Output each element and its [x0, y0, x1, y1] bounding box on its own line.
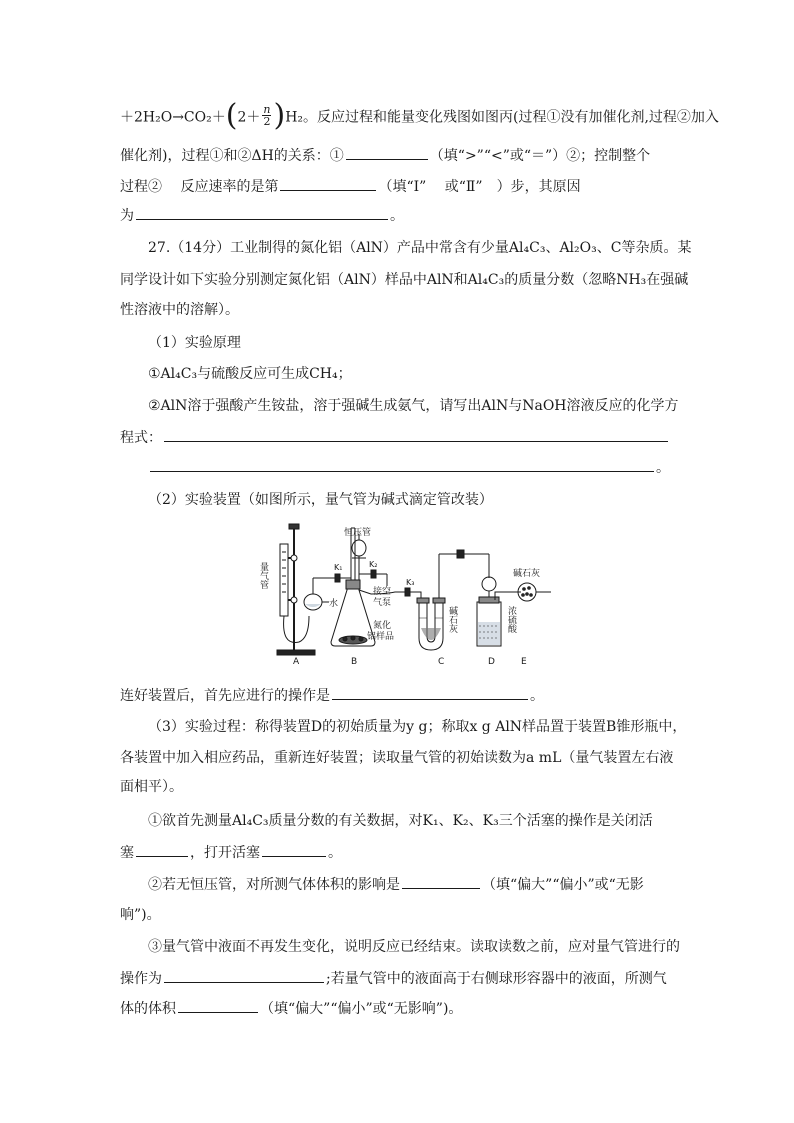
line2-text-a: 催化剂)，过程①和②ΔH的关系：① — [120, 148, 344, 164]
section-3-q3c — [120, 998, 680, 1019]
q3c-text-a: 体的体积 — [120, 1001, 176, 1017]
label-yangpin: 铝样品 — [367, 632, 395, 642]
section-1-p4 — [148, 457, 708, 478]
section-3-l1: （3）实验过程：称得装置D的初始质量为y g；称取x g AlN样品置于装置B锥形瓶中， — [148, 719, 687, 735]
apparatus-b — [331, 528, 413, 646]
section-3-q1b — [120, 842, 680, 863]
q3c-text-b: （填“偏大”“偏小”或“无影响”)。 — [260, 1001, 463, 1017]
line2-text-b: （填“>”“<”或“＝”）②；控制整个 — [429, 148, 651, 164]
q1-text-b: ，打开活塞 — [190, 845, 260, 861]
answer-blank[interactable] — [164, 427, 668, 442]
apparatus-c — [413, 550, 489, 650]
line4-text-a: 为 — [120, 208, 134, 224]
left-paren: ( — [225, 97, 238, 133]
label-k2: K₂ — [369, 560, 378, 569]
label-liangqiguan — [258, 562, 269, 590]
answer-blank[interactable] — [178, 998, 258, 1013]
answer-blank[interactable] — [136, 205, 388, 220]
q3-text-b: ;若量气管中的液面高于右侧球形容器中的液面，所测气 — [326, 971, 667, 987]
section-2-title: （2）实验装置（如图所示，量气管为碱式滴定管改装） — [148, 492, 493, 508]
section-1-p1: ①Al₄C₃与硫酸反应可生成CH₄； — [148, 366, 352, 382]
section-3-q3b — [120, 968, 680, 989]
label-water: 水 — [329, 599, 339, 609]
answer-blank[interactable] — [346, 145, 428, 160]
answer-blank[interactable] — [136, 842, 188, 857]
section-1-p3 — [120, 427, 680, 448]
answer-blank[interactable] — [280, 176, 376, 191]
section-3-q1a: ①欲首先测量Al₄C₃质量分数的有关数据，对K₁、K₂、K₃三个活塞的操作是关闭活 — [148, 813, 653, 829]
label-c: C — [438, 657, 445, 667]
label-jianshihui-e: 碱石灰 — [513, 569, 541, 579]
q27-line-1: 27.（14分）工业制得的氮化铝（AlN）产品中常含有少量Al₄C₃、Al₂O₃、C等杂质。某 — [148, 240, 692, 256]
line3-text-b: （填“Ⅰ” 或“Ⅱ” ）步，其原因 — [378, 179, 581, 195]
equation-line — [120, 97, 719, 133]
q27-line-2: 同学设计如下实验分别测定氮化铝（AlN）样品中AlN和Al₄C₃的质量分数（忽略NH₃在强碱 — [120, 272, 689, 288]
q2-text-a: ②若无恒压管，对所测气体体积的影响是 — [148, 877, 400, 893]
label-k1: K₁ — [334, 563, 343, 572]
label-e: E — [521, 657, 527, 667]
period: 。 — [530, 688, 544, 704]
label-hengyaguan: 恒压管 — [344, 528, 372, 538]
answer-blank[interactable] — [402, 874, 480, 889]
label-qibeng: 气泵 — [373, 598, 392, 608]
period: 。 — [328, 845, 342, 861]
answer-blank[interactable] — [150, 457, 654, 472]
line3-text-a: 过程② 反应速率的是第 — [120, 179, 279, 195]
q2-text-b: （填“偏大”“偏小”或“无影 — [482, 877, 644, 893]
period: 。 — [656, 460, 670, 476]
q3-text-a: 操作为 — [120, 971, 162, 987]
section-1-title: （1）实验原理 — [148, 335, 241, 351]
section-3-l3: 面相平）。 — [120, 779, 183, 795]
equation-prompt: 程式： — [120, 430, 162, 446]
fraction — [262, 104, 271, 127]
svg-text:量气管: 量气管 — [258, 562, 268, 589]
section-3-q2a — [148, 874, 708, 895]
section-3-q2b: 响”)。 — [120, 907, 161, 923]
label-a: A — [293, 657, 300, 667]
svg-text:浓硫酸: 浓硫酸 — [506, 606, 516, 633]
label-jiekong: 接空 — [373, 587, 392, 597]
section-3-q3a: ③量气管中液面不再发生变化，说明反应已经结束。读取读数之前，应对量气管进行的 — [148, 939, 680, 955]
label-nongliusuan — [506, 605, 517, 634]
label-jianshihui-c — [447, 605, 458, 634]
fraction-numerator: n — [263, 103, 271, 116]
q1-text-a: 塞 — [120, 845, 134, 861]
answer-blank[interactable] — [332, 685, 528, 700]
answer-blank[interactable] — [164, 968, 324, 983]
question-line-4 — [120, 205, 680, 226]
equation-post: H₂。反应过程和能量变化残图如图丙(过程①没有加催化剂,过程②加入 — [285, 109, 719, 126]
label-d: D — [488, 657, 495, 667]
apparatus-diagram — [255, 518, 555, 668]
apparatus-d — [477, 554, 501, 646]
right-paren: ) — [273, 97, 286, 133]
fraction-denominator: 2 — [263, 115, 271, 128]
section-3-l2: 各装置中加入相应药品，重新连好装置；读取量气管的初始读数为a mL（量气装置左右液 — [120, 750, 674, 766]
first-operation-prompt: 连好装置后，首先应进行的操作是 — [120, 688, 330, 704]
label-k3: K₃ — [406, 578, 415, 587]
label-danhua: 氮化 — [373, 621, 392, 631]
label-b: B — [351, 657, 358, 667]
section-2-after — [120, 685, 680, 706]
answer-blank[interactable] — [262, 842, 326, 857]
q27-line-3: 性溶液中的溶解）。 — [120, 302, 239, 318]
svg-text:碱石灰: 碱石灰 — [447, 606, 457, 633]
apparatus-e — [495, 583, 551, 601]
section-1-p2: ②AlN溶于强酸产生铵盐，溶于强碱生成氨气，请写出AlN与NaOH溶液反应的化学方 — [148, 398, 679, 414]
apparatus-a — [277, 524, 351, 655]
question-line-3 — [120, 176, 680, 197]
fraction-integer: 2＋ — [237, 109, 261, 126]
question-line-2 — [120, 145, 680, 166]
equation-pre: ＋2H₂O→CO₂＋ — [120, 109, 226, 126]
line4-text-b: 。 — [390, 208, 404, 224]
